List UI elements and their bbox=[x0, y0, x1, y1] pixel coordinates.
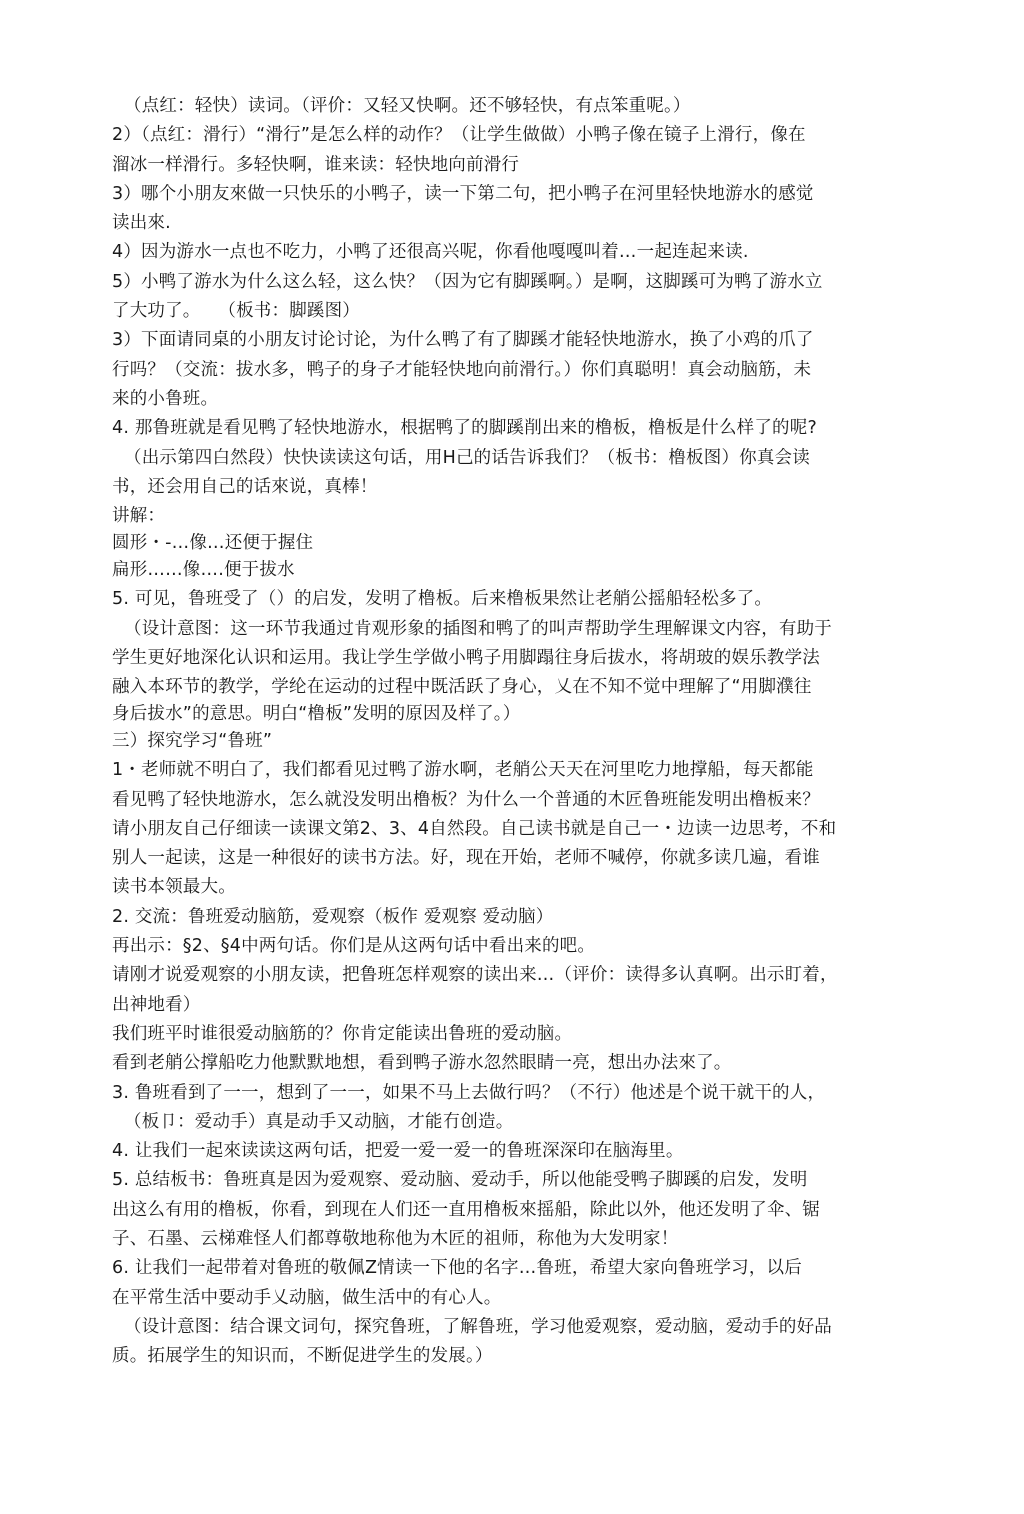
text-line: 在平常生活中要动手乂动脑，做生活中的有心人。 bbox=[112, 1287, 502, 1308]
text-line: 4. 让我们一起來读读这两句话，把爱一爱一爱一的鲁班深深印在脑海里。 bbox=[112, 1141, 684, 1162]
text-line: 别人一起读，这是一种很好的读书方法。好，现在开始，老师不喊停，你就多读几遍，看谁 bbox=[112, 848, 820, 869]
text-line: 了大功了。 （板书：脚蹊图） bbox=[112, 301, 360, 322]
text-line: 看见鸭了轻快地游水，怎么就没发明出橹板？为什么一个普通的木匠鲁班能发明出橹板来？ bbox=[112, 789, 820, 810]
text-line: 三）探究学习“鲁班” bbox=[112, 730, 273, 751]
text-line: 出这么有用的橹板，你看，到现在人们还一直用橹板來摇船，除此以外，他还发明了伞、锯 bbox=[112, 1199, 820, 1220]
text-line: 圆形・-…像…还便于握住 bbox=[112, 533, 314, 554]
text-line: 学生更好地深化认识和运用。我让学生学做小鸭子用脚蹋往身后拔水，将胡玻的娱乐教学法 bbox=[112, 647, 820, 668]
text-line: 子、石墨、云梯难怪人们都尊敬地称他为木匠的祖师，称他为大发明家！ bbox=[112, 1228, 679, 1249]
text-line: 5. 可见，鲁班受了（）的启发，发明了橹板。后来橹板果然让老艄公摇船轻松多了。 bbox=[112, 589, 773, 610]
document-body bbox=[112, 92, 902, 1371]
text-line: 来的小鲁班。 bbox=[112, 388, 219, 409]
text-line: 溜冰一样滑行。多轻快啊，谁来读：轻快地向前滑行 bbox=[112, 154, 520, 175]
text-line: 2）（点红：滑行）“滑行”是怎么样的动作？（让学生做做）小鸭子像在镜子上滑行，像在 bbox=[112, 125, 806, 146]
text-line: 再出示：§2、§4中两句话。你们是从这两句话中看出来的吧。 bbox=[112, 936, 596, 957]
text-line: （出示第四白然段）快快读读这句话，用H己的话告诉我们？（板书：橹板图）你真会读 bbox=[124, 447, 810, 468]
text-line: 请小朋友自己仔细读一读课文第2、3、4自然段。自己读书就是自己一・边读一边思考，不和 bbox=[112, 818, 837, 839]
text-line: 身后拔水”的意思。明白“橹板”发明的原因及样了。） bbox=[112, 704, 521, 725]
text-line: （设计意图：这一环节我通过肯观形象的插图和鸭了的叫声帮助学生理解课文内容，有助于 bbox=[124, 618, 832, 639]
text-line: 3. 鲁班看到了一一，想到了一一，如果不马上去做行吗？（不行）他述是个说干就干的人， bbox=[112, 1082, 826, 1103]
text-line: 4）因为游水一点也不吃力，小鸭了还很高兴呢，你看他嘎嘎叫着…一起连起来读. bbox=[112, 242, 749, 263]
text-line: 3）哪个小朋友來做一只快乐的小鸭子，读一下第二句，把小鸭子在河里轻快地游水的感觉 bbox=[112, 183, 814, 204]
text-line: 请刚才说爱观察的小朋友读，把鲁班怎样观察的读出来…（评价：读得多认真啊。出示盯着， bbox=[112, 965, 838, 986]
text-line: 读书本领最大。 bbox=[112, 877, 236, 898]
text-line: 2. 交流：鲁班爱动脑筋，爱观察（板作 爱观察 爱动脑） bbox=[112, 906, 554, 927]
text-line: 我们班平时谁很爱动脑筋的？你肯定能读出鲁班的爱动脑。 bbox=[112, 1023, 573, 1044]
text-line: 行吗？（交流：拔水多，鸭子的身子才能轻快地向前滑行。）你们真聪明！真会动脑筋，未 bbox=[112, 359, 812, 380]
text-line: 6. 让我们一起带着对鲁班的敬佩Z情读一下他的名字…鲁班，希望大家向鲁班学习，以后 bbox=[112, 1258, 802, 1279]
text-line: 5）小鸭了游水为什么这么轻，这么快？（因为它有脚蹊啊。）是啊，这脚蹊可为鸭了游水立 bbox=[112, 271, 823, 292]
text-line: 书，还会用自己的话來说，真棒！ bbox=[112, 476, 378, 497]
text-line: 看到老艄公撑船吃力他默默地想，看到鸭子游水忽然眼睛一亮，想出办法來了。 bbox=[112, 1053, 732, 1074]
text-line: （设计意图：结合课文词句，探究鲁班，了解鲁班，学习他爱观察，爱动脑，爱动手的好品 bbox=[124, 1316, 832, 1337]
text-line: 融入本环节的教学，学纶在运动的过程中既活跃了身心，乂在不知不觉中理解了“用脚濮往 bbox=[112, 677, 812, 698]
text-line: 读出來. bbox=[112, 213, 171, 234]
text-line: 质。拓展学生的知识而，不断促进学生的发展。） bbox=[112, 1346, 493, 1367]
text-line: （板卩：爱动手）真是动手又动脑，才能冇创造。 bbox=[124, 1111, 514, 1132]
text-line: 出神地看） bbox=[112, 994, 201, 1015]
text-line: 3）下面请同桌的小朋友讨论讨论，为什么鸭了有了脚蹊才能轻快地游水，换了小鸡的爪了 bbox=[112, 330, 814, 351]
text-line: （点红：轻快）读词。（评价：又轻又快啊。还不够轻快，有点笨重呢。） bbox=[124, 96, 691, 116]
text-line: 1・老师就不明白了，我们都看见过鸭了游水啊，老艄公天天在河里吃力地撑船，每天都能 bbox=[112, 760, 814, 781]
text-line: 5. 总结板书：鲁班真是因为爱观察、爱动脑、爱动手，所以他能受鸭子脚蹊的启发，发明 bbox=[112, 1170, 808, 1191]
text-line: 扁形……像….便于拔水 bbox=[112, 559, 295, 580]
text-line: 4. 那鲁班就是看见鸭了轻快地游水，根据鸭了的脚蹊削出来的橹板，橹板是什么样了的呢? bbox=[112, 418, 817, 439]
text-line: 讲解： bbox=[112, 506, 166, 527]
